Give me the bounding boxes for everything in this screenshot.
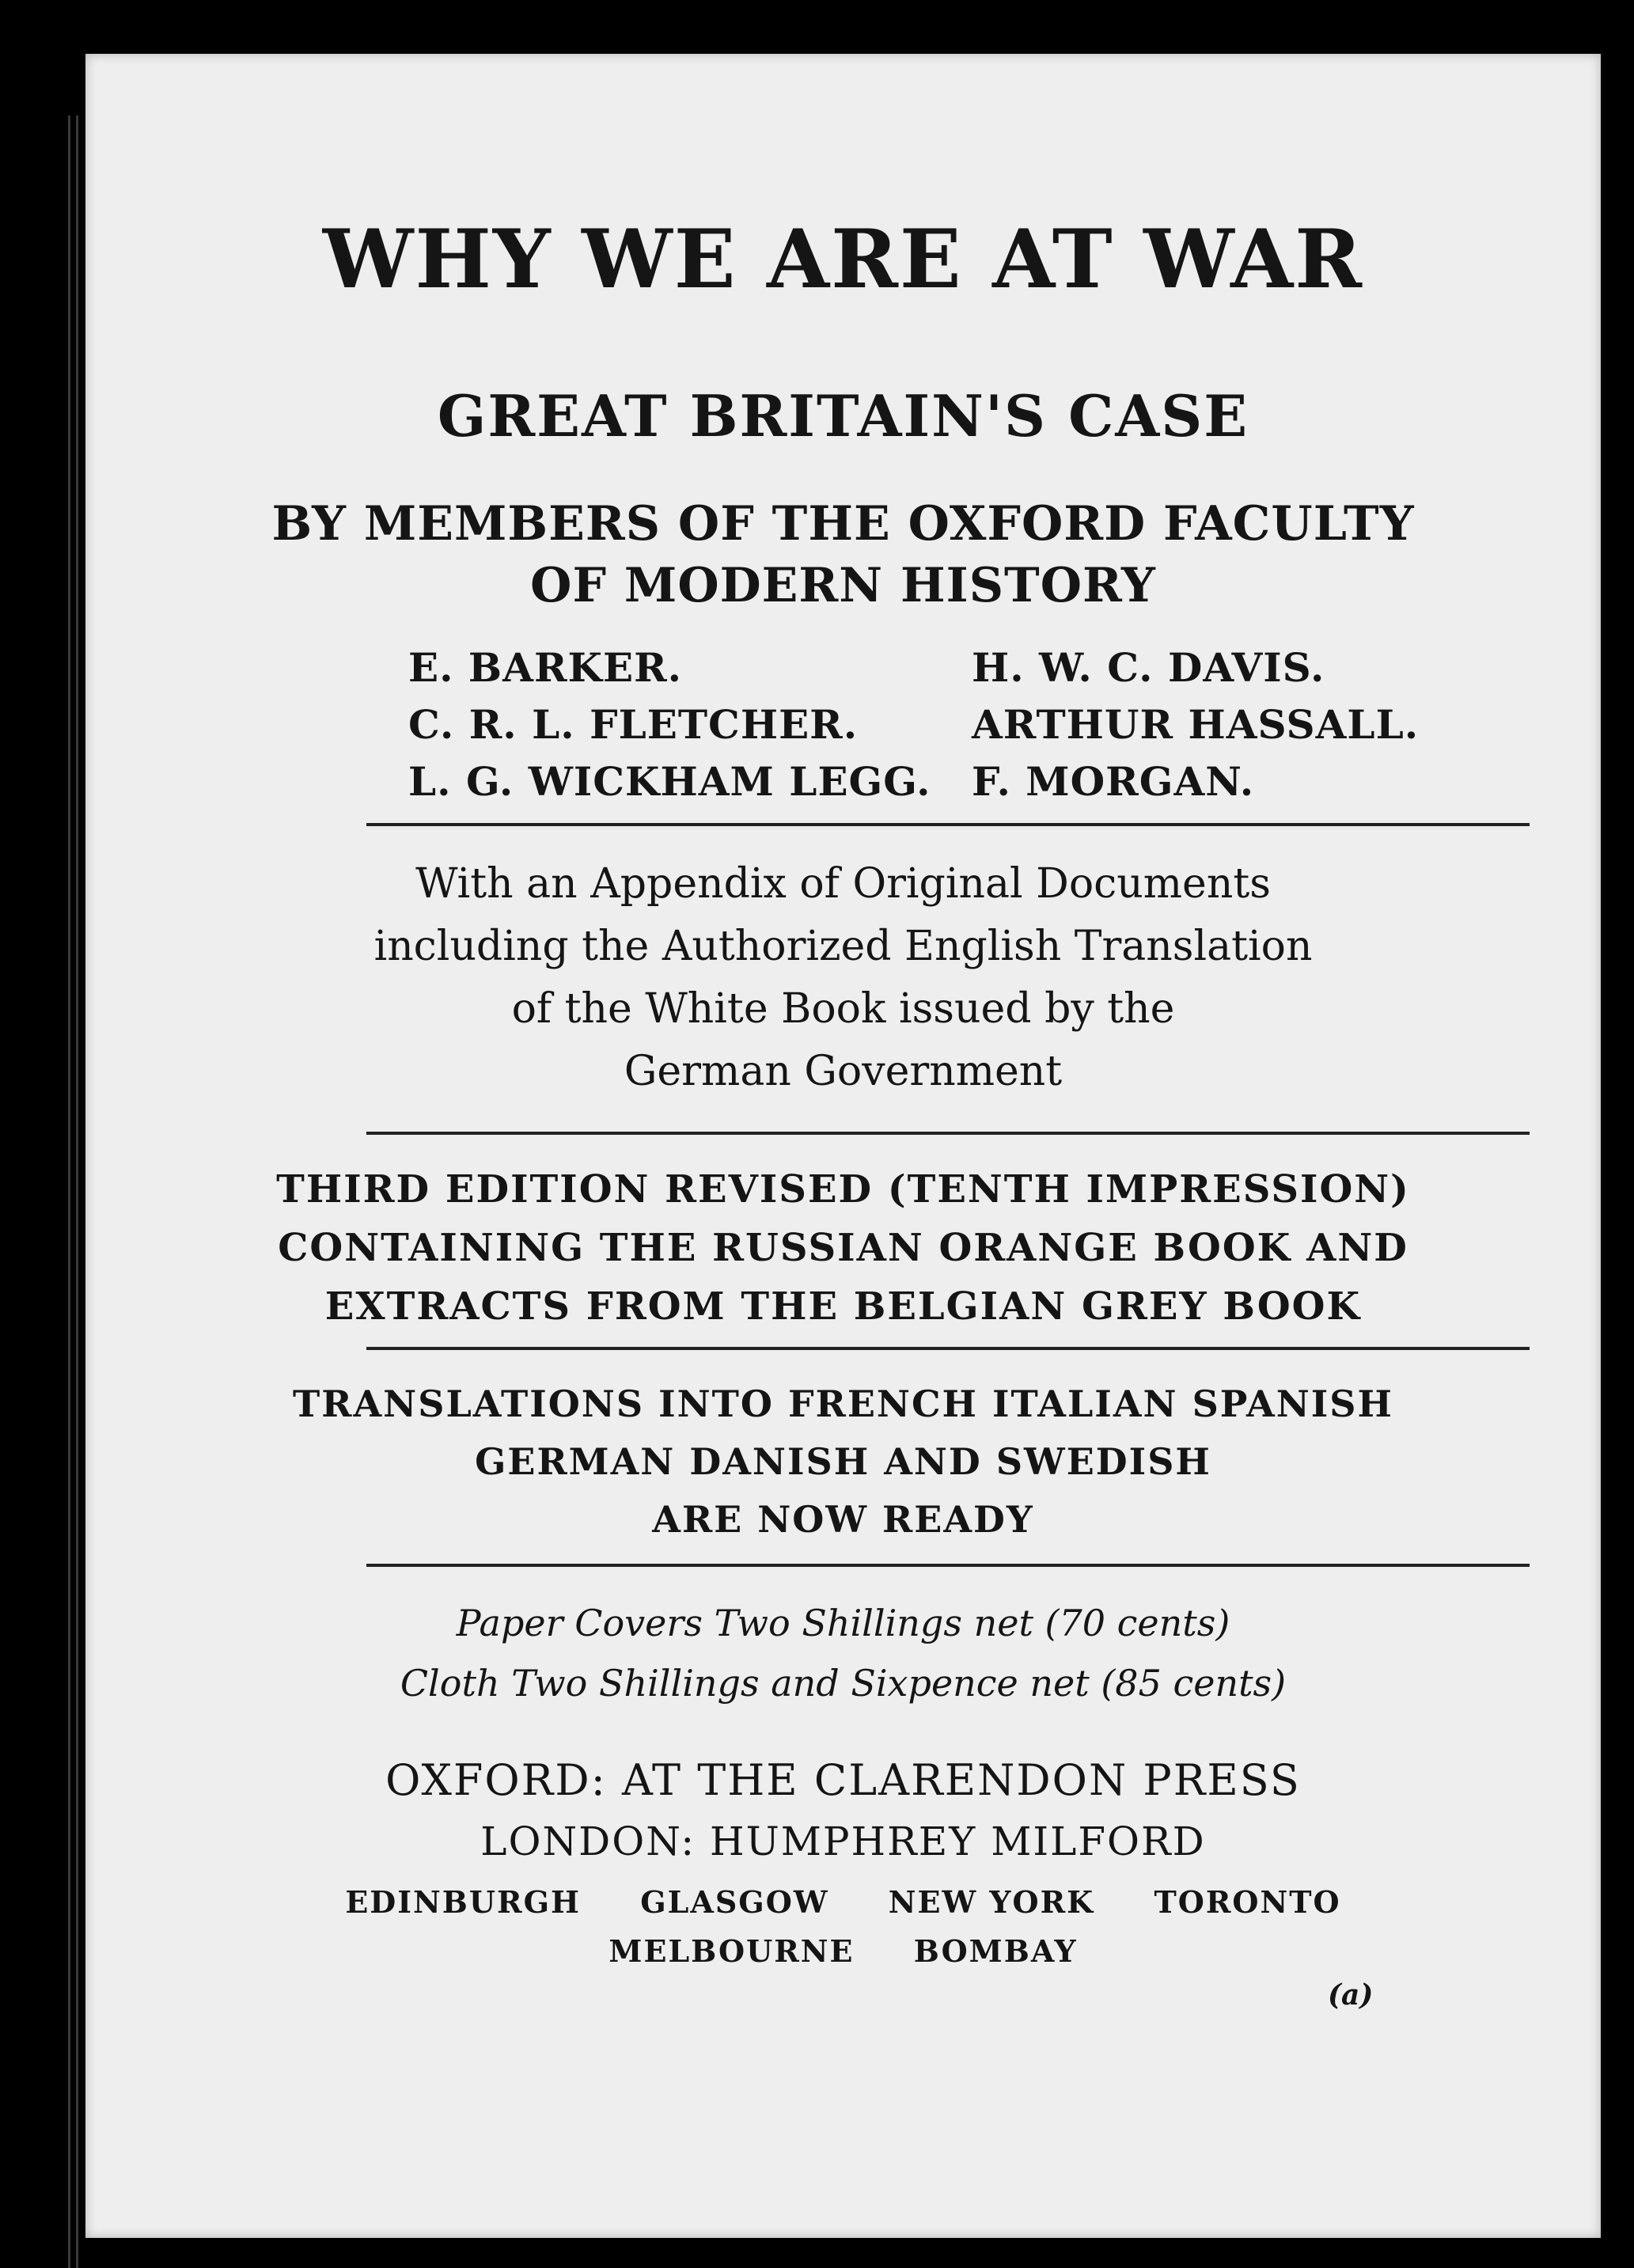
city-name: EDINBURGH	[345, 1884, 581, 1920]
author-name: F. MORGAN.	[972, 758, 1255, 805]
city-name: TORONTO	[1154, 1884, 1341, 1920]
city-name: NEW YORK	[888, 1884, 1095, 1920]
divider-rule	[366, 1347, 1530, 1350]
author-name: L. G. WICKHAM LEGG.	[408, 758, 931, 805]
byline-line: BY MEMBERS OF THE OXFORD FACULTY	[271, 496, 1415, 552]
city-name: GLASGOW	[640, 1884, 829, 1920]
cities-row	[85, 1878, 1601, 1927]
translations-line: ARE NOW READY	[652, 1498, 1034, 1541]
translations-line: TRANSLATIONS INTO FRENCH ITALIAN SPANISH	[293, 1382, 1393, 1425]
author-name: E. BARKER.	[408, 644, 683, 691]
translations-line: GERMAN DANISH AND SWEDISH	[475, 1440, 1211, 1483]
city-name: MELBOURNE	[608, 1933, 855, 1969]
price-line: Cloth Two Shillings and Sixpence net (85 cents)	[400, 1662, 1287, 1705]
book-subtitle: GREAT BRITAIN'S CASE	[437, 382, 1249, 449]
book-page	[85, 54, 1601, 2238]
edition-line: THIRD EDITION REVISED (TENTH IMPRESSION)	[276, 1167, 1410, 1212]
translations-note	[85, 1375, 1601, 1549]
book-title: WHY WE ARE AT WAR	[322, 212, 1364, 307]
appendix-line: With an Appendix of Original Documents	[415, 860, 1271, 908]
byline	[85, 493, 1601, 616]
divider-rule	[366, 1564, 1530, 1567]
publisher-line: LONDON: HUMPHREY MILFORD	[480, 1819, 1206, 1864]
author-name: H. W. C. DAVIS.	[972, 644, 1325, 691]
author-name: C. R. L. FLETCHER.	[408, 701, 859, 748]
author-name: ARTHUR HASSALL.	[972, 701, 1420, 748]
city-name: BOMBAY	[913, 1933, 1078, 1969]
cities-row	[85, 1927, 1601, 1976]
edition-line: CONTAINING THE RUSSIAN ORANGE BOOK AND	[278, 1226, 1408, 1270]
edition-line: EXTRACTS FROM THE BELGIAN GREY BOOK	[324, 1284, 1362, 1329]
authors-left-column	[408, 639, 931, 810]
page-edge-line	[68, 116, 70, 2268]
publisher-cities	[85, 1878, 1601, 1976]
edition-note	[85, 1160, 1601, 1336]
appendix-line: of the White Book issued by the	[511, 985, 1175, 1033]
divider-rule	[366, 1132, 1530, 1135]
appendix-line: including the Authorized English Translation	[373, 923, 1313, 970]
appendix-line: German Government	[624, 1048, 1063, 1095]
publisher-line: OXFORD: AT THE CLARENDON PRESS	[385, 1755, 1301, 1805]
divider-rule	[366, 823, 1530, 826]
price-line: Paper Covers Two Shillings net (70 cents)	[456, 1602, 1230, 1644]
byline-line: OF MODERN HISTORY	[530, 558, 1156, 613]
signature-mark: (a)	[1328, 1978, 1374, 2012]
authors-right-column	[972, 639, 1419, 810]
appendix-note	[85, 853, 1601, 1103]
page-edge-line	[76, 116, 78, 2268]
price-list	[85, 1593, 1601, 1713]
